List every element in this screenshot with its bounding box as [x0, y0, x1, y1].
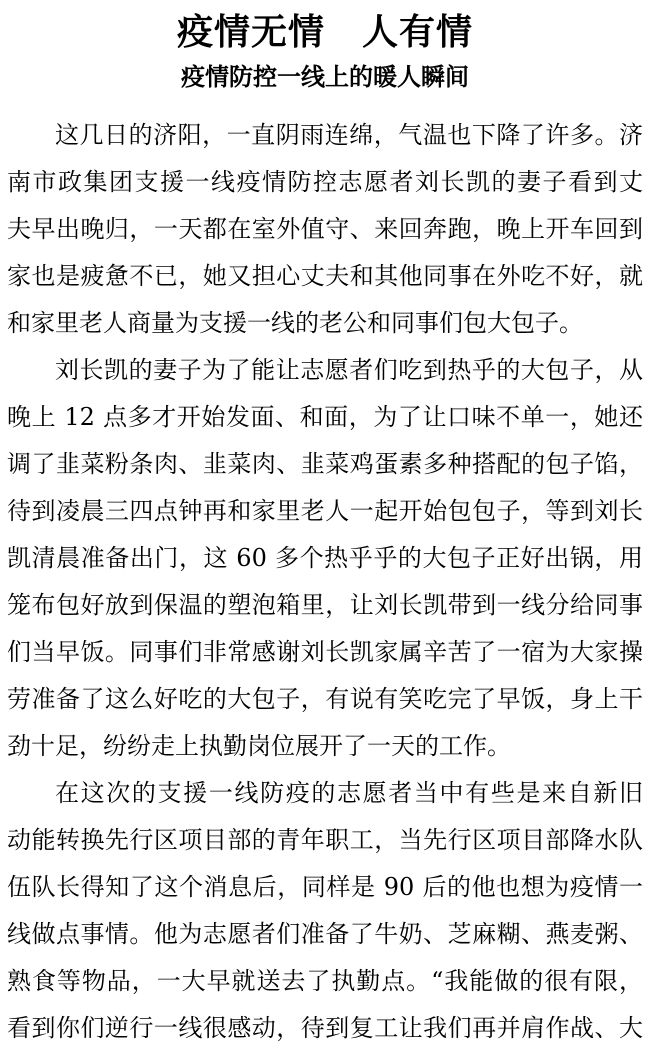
text-line: 伍队长得知了这个消息后，同样是 90 后的他也想为疫情一 — [7, 873, 643, 901]
text-line: 刘长凯的妻子为了能让志愿者们吃到热乎的大包子，从 — [55, 356, 643, 384]
text-line: 这几日的济阳，一直阴雨连绵，气温也下降了许多。济 — [55, 121, 643, 149]
text-line: 待到凌晨三四点钟再和家里老人一起开始包包子，等到刘长 — [7, 497, 643, 525]
text-line: 调了韭菜粉条肉、韭菜肉、韭菜鸡蛋素多种搭配的包子馅， — [7, 450, 643, 478]
text-line: 夫早出晚归，一天都在室外值守、来回奔跑，晚上开车回到 — [7, 215, 643, 243]
text-line: 晚上 12 点多才开始发面、和面，为了让口味不单一，她还 — [7, 403, 643, 431]
text-line: 们当早饭。同事们非常感谢刘长凯家属辛苦了一宿为大家操 — [7, 638, 643, 666]
document-body — [0, 112, 650, 1050]
text-line: 线做点事情。他为志愿者们准备了牛奶、芝麻糊、燕麦粥、 — [7, 920, 643, 948]
text-line: 笼布包好放到保温的塑泡箱里，让刘长凯带到一线分给同事 — [7, 591, 643, 619]
text-line: 南市政集团支援一线疫情防控志愿者刘长凯的妻子看到丈 — [7, 168, 643, 196]
paragraph-2 — [7, 347, 643, 770]
paragraph-3 — [7, 770, 643, 1050]
text-line: 和家里老人商量为支援一线的老公和同事们包大包子。 — [7, 309, 583, 337]
text-line: 劲十足，纷纷走上执勤岗位展开了一天的工作。 — [7, 732, 511, 760]
text-line: 劳准备了这么好吃的大包子，有说有笑吃完了早饭，身上干 — [7, 685, 643, 713]
document-title: 疫情无情 人有情 — [176, 11, 473, 53]
text-line: 凯清晨准备出门，这 60 多个热乎乎的大包子正好出锅，用 — [7, 544, 643, 572]
text-line: 家也是疲惫不已，她又担心丈夫和其他同事在外吃不好，就 — [7, 262, 643, 290]
text-line: 看到你们逆行一线很感动，待到复工让我们再并肩作战、大 — [7, 1014, 643, 1042]
text-line: 动能转换先行区项目部的青年职工，当先行区项目部降水队 — [7, 826, 643, 854]
text-line: 熟食等物品，一大早就送去了执勤点。“我能做的很有限， — [7, 967, 643, 995]
paragraph-1 — [7, 112, 643, 347]
text-line: 在这次的支援一线防疫的志愿者当中有些是来自新旧 — [55, 779, 643, 807]
document-subtitle: 疫情防控一线上的暖人瞬间 — [181, 62, 469, 91]
